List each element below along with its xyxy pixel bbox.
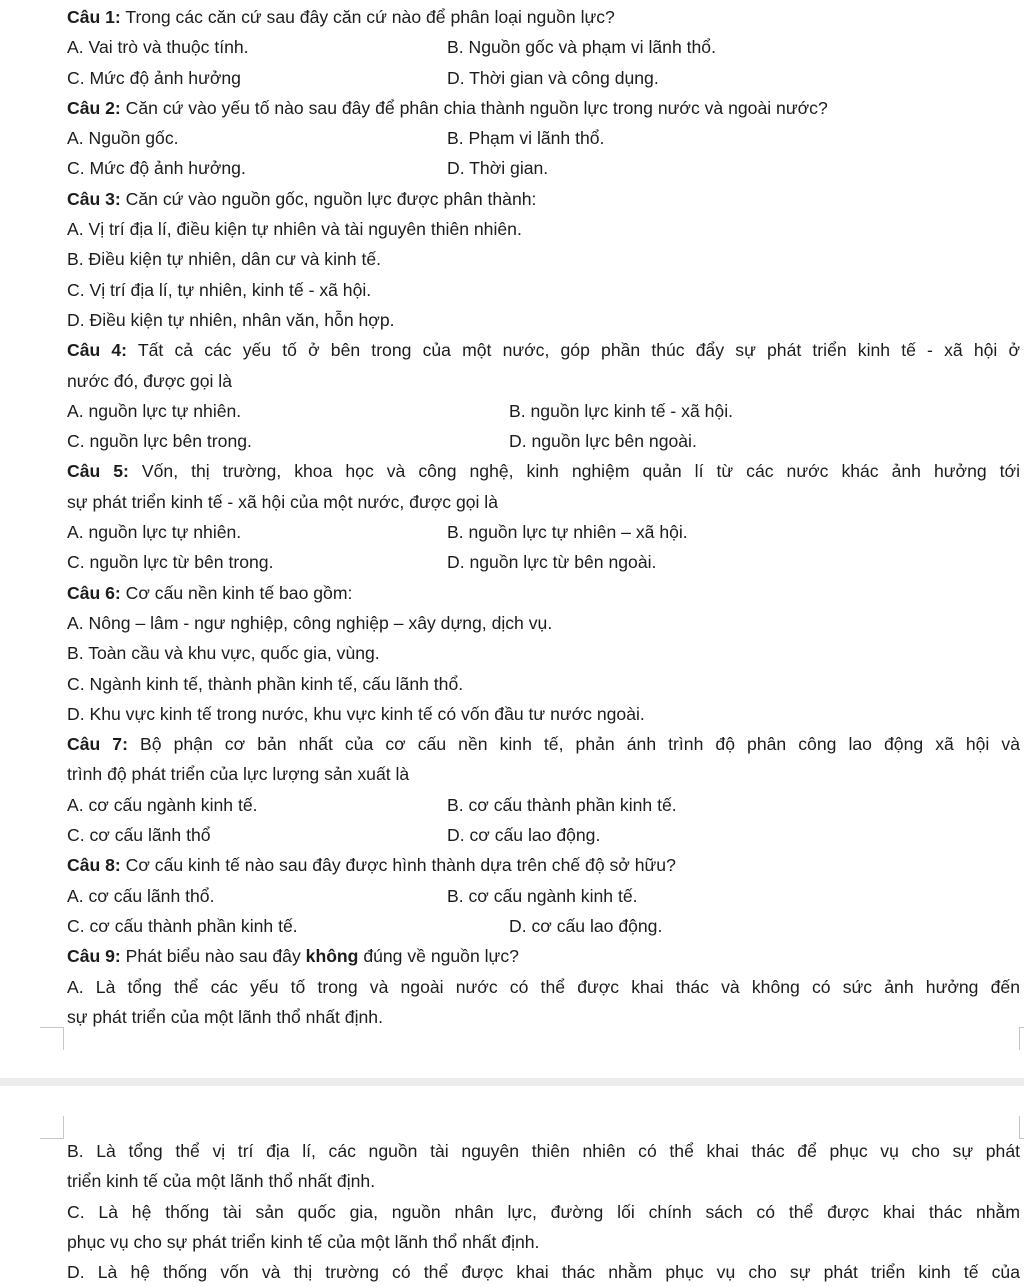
answer-option: C. Mức độ ảnh hưởng. <box>67 158 246 179</box>
answer-row <box>67 517 1020 547</box>
answer-row <box>67 547 1020 577</box>
question-7-continuation: trình độ phát triển của lực lượng sản xuất là <box>67 764 410 785</box>
answer-row <box>67 153 1020 183</box>
question-6: Câu 6: Cơ cấu nền kinh tế bao gồm: <box>67 582 353 603</box>
answer-option: D. nguồn lực từ bên ngoài. <box>447 552 657 573</box>
answer-option: A. Nông – lâm - ngư nghiệp, công nghiệp – xây dựng, dịch vụ. <box>67 612 553 633</box>
answer-option: C. Vị trí địa lí, tự nhiên, kinh tế - xã hội. <box>67 279 372 300</box>
answer-option: B. nguồn lực tự nhiên – xã hội. <box>447 522 688 543</box>
answer-row <box>67 426 1020 456</box>
page-1-content <box>67 2 1020 1032</box>
answer-option: D. Điều kiện tự nhiên, nhân văn, hỗn hợp. <box>67 309 395 330</box>
answer-option-continuation: triển kinh tế của một lãnh thổ nhất định. <box>67 1171 376 1192</box>
answer-option: B. nguồn lực kinh tế - xã hội. <box>509 400 734 421</box>
page-separator <box>0 1078 1024 1086</box>
answer-option: C. Ngành kinh tế, thành phần kinh tế, cấu lãnh thổ. <box>67 673 464 694</box>
answer-option: A. Nguồn gốc. <box>67 128 179 149</box>
page-corner-mark <box>1019 1027 1024 1050</box>
question-5-continuation: sự phát triển kinh tế - xã hội của một nước, được gọi là <box>67 491 499 512</box>
answer-option-continuation: phục vụ cho sự phát triển kinh tế của một lãnh thổ nhất định. <box>67 1231 540 1252</box>
document-page-2 <box>0 1086 1024 1283</box>
answer-option: B. Điều kiện tự nhiên, dân cư và kinh tế. <box>67 249 382 270</box>
answer-option: D. nguồn lực bên ngoài. <box>509 431 697 452</box>
answer-row <box>67 396 1020 426</box>
answer-option: A. Là tổng thể các yếu tố trong và ngoài nước có thể được khai thác và không có sức ảnh hưởng đến <box>67 976 1020 997</box>
answer-option: A. Vị trí địa lí, điều kiện tự nhiên và tài nguyên thiên nhiên. <box>67 219 522 240</box>
answer-option: B. Phạm vi lãnh thổ. <box>447 128 605 149</box>
answer-option: C. nguồn lực bên trong. <box>67 431 252 452</box>
question-1: Câu 1: Trong các căn cứ sau đây căn cứ nào để phân loại nguồn lực? <box>67 7 615 27</box>
answer-option: C. Là hệ thống tài sản quốc gia, nguồn nhân lực, đường lối chính sách có thể được khai thác nhằm <box>67 1201 1020 1222</box>
question-2: Câu 2: Căn cứ vào yếu tố nào sau đây để phân chia thành nguồn lực trong nước và ngoài nước? <box>67 97 828 118</box>
answer-option: D. Thời gian. <box>447 158 549 179</box>
answer-option: B. Nguồn gốc và phạm vi lãnh thổ. <box>447 37 716 58</box>
answer-option: C. Mức độ ảnh hưởng <box>67 67 241 88</box>
answer-option: D. Thời gian và công dụng. <box>447 67 659 88</box>
answer-row <box>67 820 1020 850</box>
question-5: Câu 5: Vốn, thị trường, khoa học và công nghệ, kinh nghiệm quản lí từ các nước khác ảnh hưởng tới <box>67 461 1020 482</box>
question-3: Câu 3: Căn cứ vào nguồn gốc, nguồn lực được phân thành: <box>67 188 537 209</box>
answer-option: C. cơ cấu lãnh thổ <box>67 825 211 846</box>
emphasis-not: không <box>305 946 359 967</box>
answer-option: D. cơ cấu lao động. <box>447 825 601 846</box>
question-4-continuation: nước đó, được gọi là <box>67 370 232 391</box>
answer-row <box>67 790 1020 820</box>
answer-option: A. nguồn lực tự nhiên. <box>67 400 242 421</box>
page-2-content <box>67 1136 1020 1287</box>
question-8: Câu 8: Cơ cấu kinh tế nào sau đây được hình thành dựa trên chế độ sở hữu? <box>67 855 676 876</box>
answer-option: D. Là hệ thống vốn và thị trường có thể được khai thác nhằm phục vụ cho sự phát triển kinh tế của <box>67 1262 1020 1283</box>
answer-row <box>67 911 1020 941</box>
page-corner-mark <box>1019 1116 1024 1139</box>
answer-option-continuation: sự phát triển của một lãnh thổ nhất định. <box>67 1006 383 1027</box>
answer-option: C. cơ cấu thành phần kinh tế. <box>67 915 298 936</box>
answer-option: A. cơ cấu lãnh thổ. <box>67 885 215 906</box>
question-4: Câu 4: Tất cả các yếu tố ở bên trong của một nước, góp phần thúc đẩy sự phát triển kinh tế - xã hội ở <box>67 340 1020 361</box>
question-7: Câu 7: Bộ phận cơ bản nhất của cơ cấu nền kinh tế, phản ánh trình độ phân công lao động xã hội và <box>67 734 1020 755</box>
answer-option: D. Khu vực kinh tế trong nước, khu vực kinh tế có vốn đầu tư nước ngoài. <box>67 703 645 724</box>
answer-option: A. cơ cấu ngành kinh tế. <box>67 794 258 815</box>
answer-row <box>67 123 1020 153</box>
answer-option: A. nguồn lực tự nhiên. <box>67 522 242 543</box>
page-corner-mark <box>40 1027 64 1050</box>
answer-row <box>67 881 1020 911</box>
page-corner-mark <box>40 1116 64 1139</box>
answer-row <box>67 63 1020 93</box>
answer-option: D. cơ cấu lao động. <box>509 915 663 936</box>
answer-option: B. cơ cấu ngành kinh tế. <box>447 885 638 906</box>
answer-option: A. Vai trò và thuộc tính. <box>67 37 249 58</box>
answer-option: C. nguồn lực từ bên trong. <box>67 552 274 573</box>
question-9: Câu 9: Phát biểu nào sau đây không đúng về nguồn lực? <box>67 946 519 967</box>
answer-option: B. Là tổng thể vị trí địa lí, các nguồn tài nguyên thiên nhiên có thể khai thác để phục vụ cho sự phát <box>67 1141 1020 1161</box>
answer-option: B. Toàn cầu và khu vực, quốc gia, vùng. <box>67 643 380 664</box>
answer-row <box>67 32 1020 62</box>
answer-option: B. cơ cấu thành phần kinh tế. <box>447 794 677 815</box>
